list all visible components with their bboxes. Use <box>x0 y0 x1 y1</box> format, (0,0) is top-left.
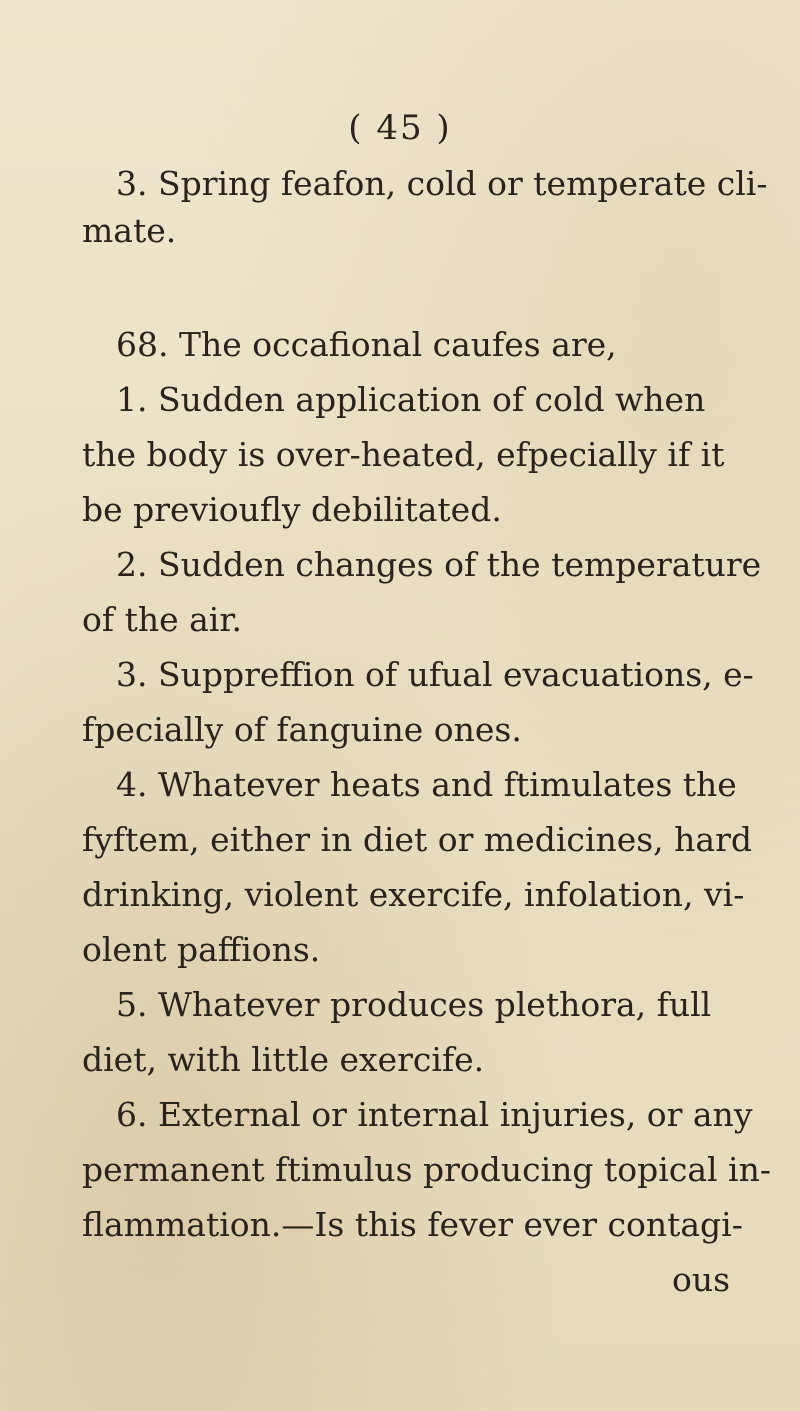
page-number-header: ( 45 ) <box>348 108 452 148</box>
text-line: 1. Sudden application of cold when <box>116 380 706 419</box>
text-line: 6. External or internal injuries, or any <box>116 1095 753 1134</box>
text-line: 4. Whatever heats and ftimulates the <box>116 765 737 804</box>
text-line: 3. Suppreffion of ufual evacuations, e- <box>116 655 754 694</box>
text-line: 2. Sudden changes of the temperature <box>116 545 762 584</box>
text-line: diet, with little exercife. <box>82 1040 485 1079</box>
text-line: permanent ftimulus producing topical in- <box>82 1150 772 1189</box>
text-line: be previoufly debilitated. <box>82 490 502 529</box>
text-line: 5. Whatever produces plethora, full <box>116 985 712 1024</box>
section-heading: 68. The occafional caufes are, <box>116 325 617 364</box>
text-line: drinking, violent exercife, infolation, vi- <box>82 875 745 914</box>
text-line: olent paffions. <box>82 930 321 969</box>
text-line: flammation.—Is this fever ever contagi- <box>82 1205 743 1244</box>
text-line: the body is over-heated, efpecially if it <box>82 435 725 474</box>
catchword: ous <box>672 1260 731 1299</box>
text-line: 3. Spring feafon, cold or temperate cli- <box>116 164 768 203</box>
text-line: fyftem, either in diet or medicines, hard <box>82 820 752 859</box>
text-line: mate. <box>82 211 177 250</box>
text-line: fpecially of fanguine ones. <box>82 710 522 749</box>
text-line: of the air. <box>82 600 242 639</box>
